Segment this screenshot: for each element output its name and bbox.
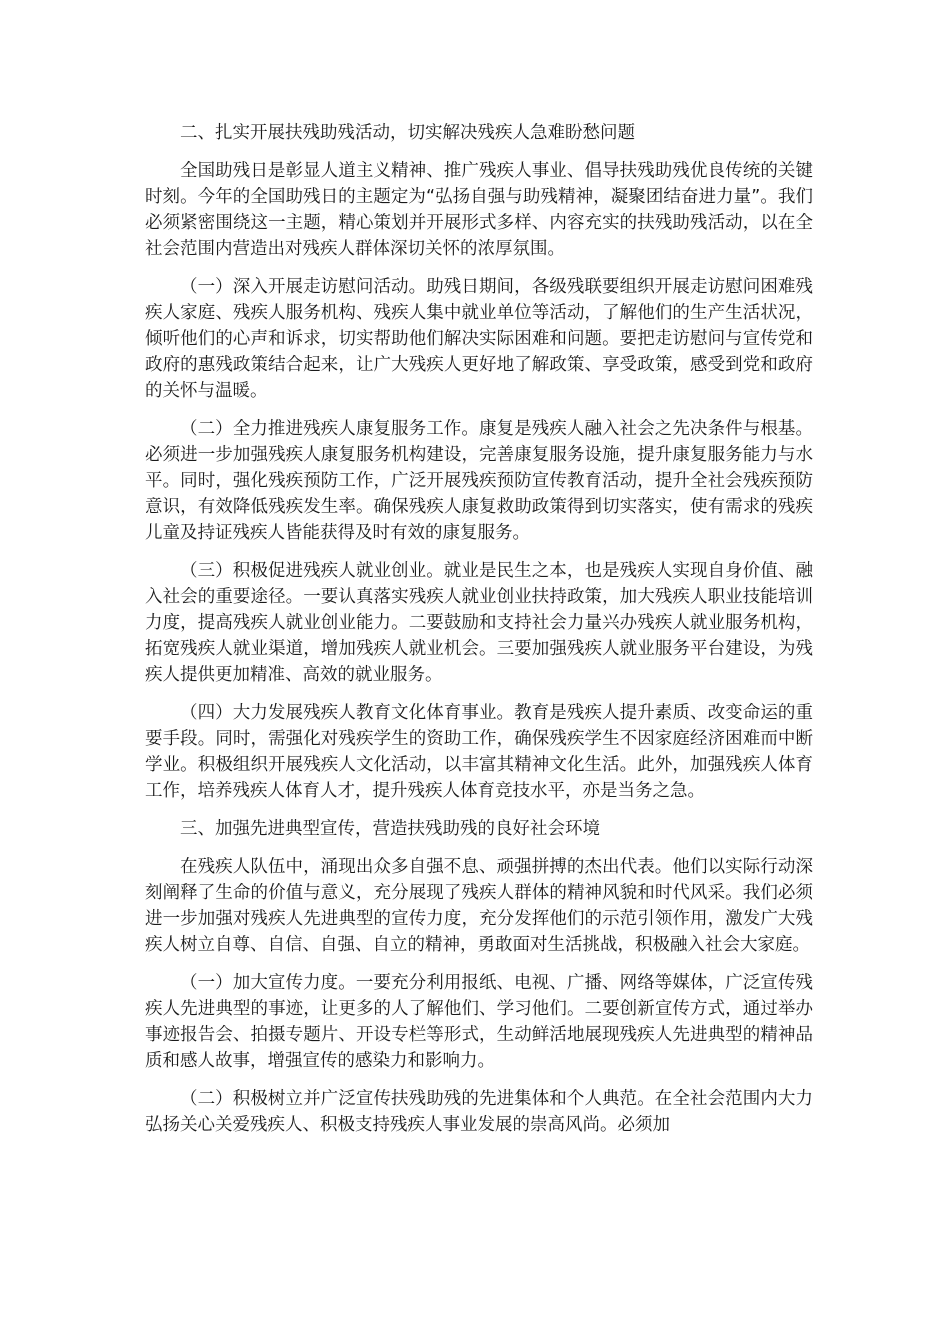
section-heading-three: 三、加强先进典型宣传，营造扶残助残的良好社会环境 xyxy=(180,819,600,839)
paragraph-exemplars: （二）积极树立并广泛宣传扶残助残的先进集体和个人典范。在全社会范围内大力弘扬关心关爱残疾人、积极支持残疾人事业发展的崇高风尚。必须加 xyxy=(145,1089,813,1135)
paragraph-education-culture-sports: （四）大力发展残疾人教育文化体育事业。教育是残疾人提升素质、改变命运的重要手段。同时，需强化对残疾学生的资助工作，确保残疾学生不因家庭经济困难而中断学业。积极组织开展残疾人文化活动，以丰富其精神文化生活。此外，加强残疾人体育工作，培养残疾人体育人才，提升残疾人体育竞技水平，亦是当务之急。 xyxy=(145,703,813,801)
paragraph-visits: （一）深入开展走访慰问活动。助残日期间，各级残联要组织开展走访慰问困难残疾人家庭、残疾人服务机构、残疾人集中就业单位等活动，了解他们的生产生活状况，倾听他们的心声和诉求，切实帮助他们解决实际困难和问题。要把走访慰问与宣传党和政府的惠残政策结合起来，让广大残疾人更好地了解政策、享受政策，感受到党和政府的关怀与温暖。 xyxy=(145,277,813,401)
paragraph-role-models: 在残疾人队伍中，涌现出众多自强不息、顽强拼搏的杰出代表。他们以实际行动深刻阐释了生命的价值与意义，充分展现了残疾人群体的精神风貌和时代风采。我们必须进一步加强对残疾人先进典型的宣传力度，充分发挥他们的示范引领作用，激发广大残疾人树立自尊、自信、自强、自立的精神，勇敢面对生活挑战，积极融入社会大家庭。 xyxy=(145,857,813,955)
paragraph-employment: （三）积极促进残疾人就业创业。就业是民生之本，也是残疾人实现自身价值、融入社会的重要途径。一要认真落实残疾人就业创业扶持政策，加大残疾人职业技能培训力度，提高残疾人就业创业能力。二要鼓励和支持社会力量兴办残疾人就业服务机构，拓宽残疾人就业渠道，增加残疾人就业机会。三要加强残疾人就业服务平台建设，为残疾人提供更加精准、高效的就业服务。 xyxy=(145,561,813,685)
document-page xyxy=(145,120,813,1150)
paragraph-publicity: （一）加大宣传力度。一要充分利用报纸、电视、广播、网络等媒体，广泛宣传残疾人先进典型的事迹，让更多的人了解他们、学习他们。二要创新宣传方式，通过举办事迹报告会、拍摄专题片、开设专栏等形式，生动鲜活地展现残疾人先进典型的精神品质和感人故事，增强宣传的感染力和影响力。 xyxy=(145,973,813,1071)
paragraph-rehabilitation: （二）全力推进残疾人康复服务工作。康复是残疾人融入社会之先决条件与根基。必须进一步加强残疾人康复服务机构建设，完善康复服务设施，提升康复服务能力与水平。同时，强化残疾预防工作，广泛开展残疾预防宣传教育活动，提升全社会残疾预防意识，有效降低残疾发生率。确保残疾人康复救助政策得到切实落实，使有需求的残疾儿童及持证残疾人皆能获得及时有效的康复服务。 xyxy=(145,419,813,543)
section-heading-two: 二、扎实开展扶残助残活动，切实解决残疾人急难盼愁问题 xyxy=(180,123,635,143)
paragraph-disability-day-intro: 全国助残日是彰显人道主义精神、推广残疾人事业、倡导扶残助残优良传统的关键时刻。今年的全国助残日的主题定为“弘扬自强与助残精神，凝聚团结奋进力量”。我们必须紧密围绕这一主题，精心策划并开展形式多样、内容充实的扶残助残活动，以在全社会范围内营造出对残疾人群体深切关怀的浓厚氛围。 xyxy=(145,161,813,259)
